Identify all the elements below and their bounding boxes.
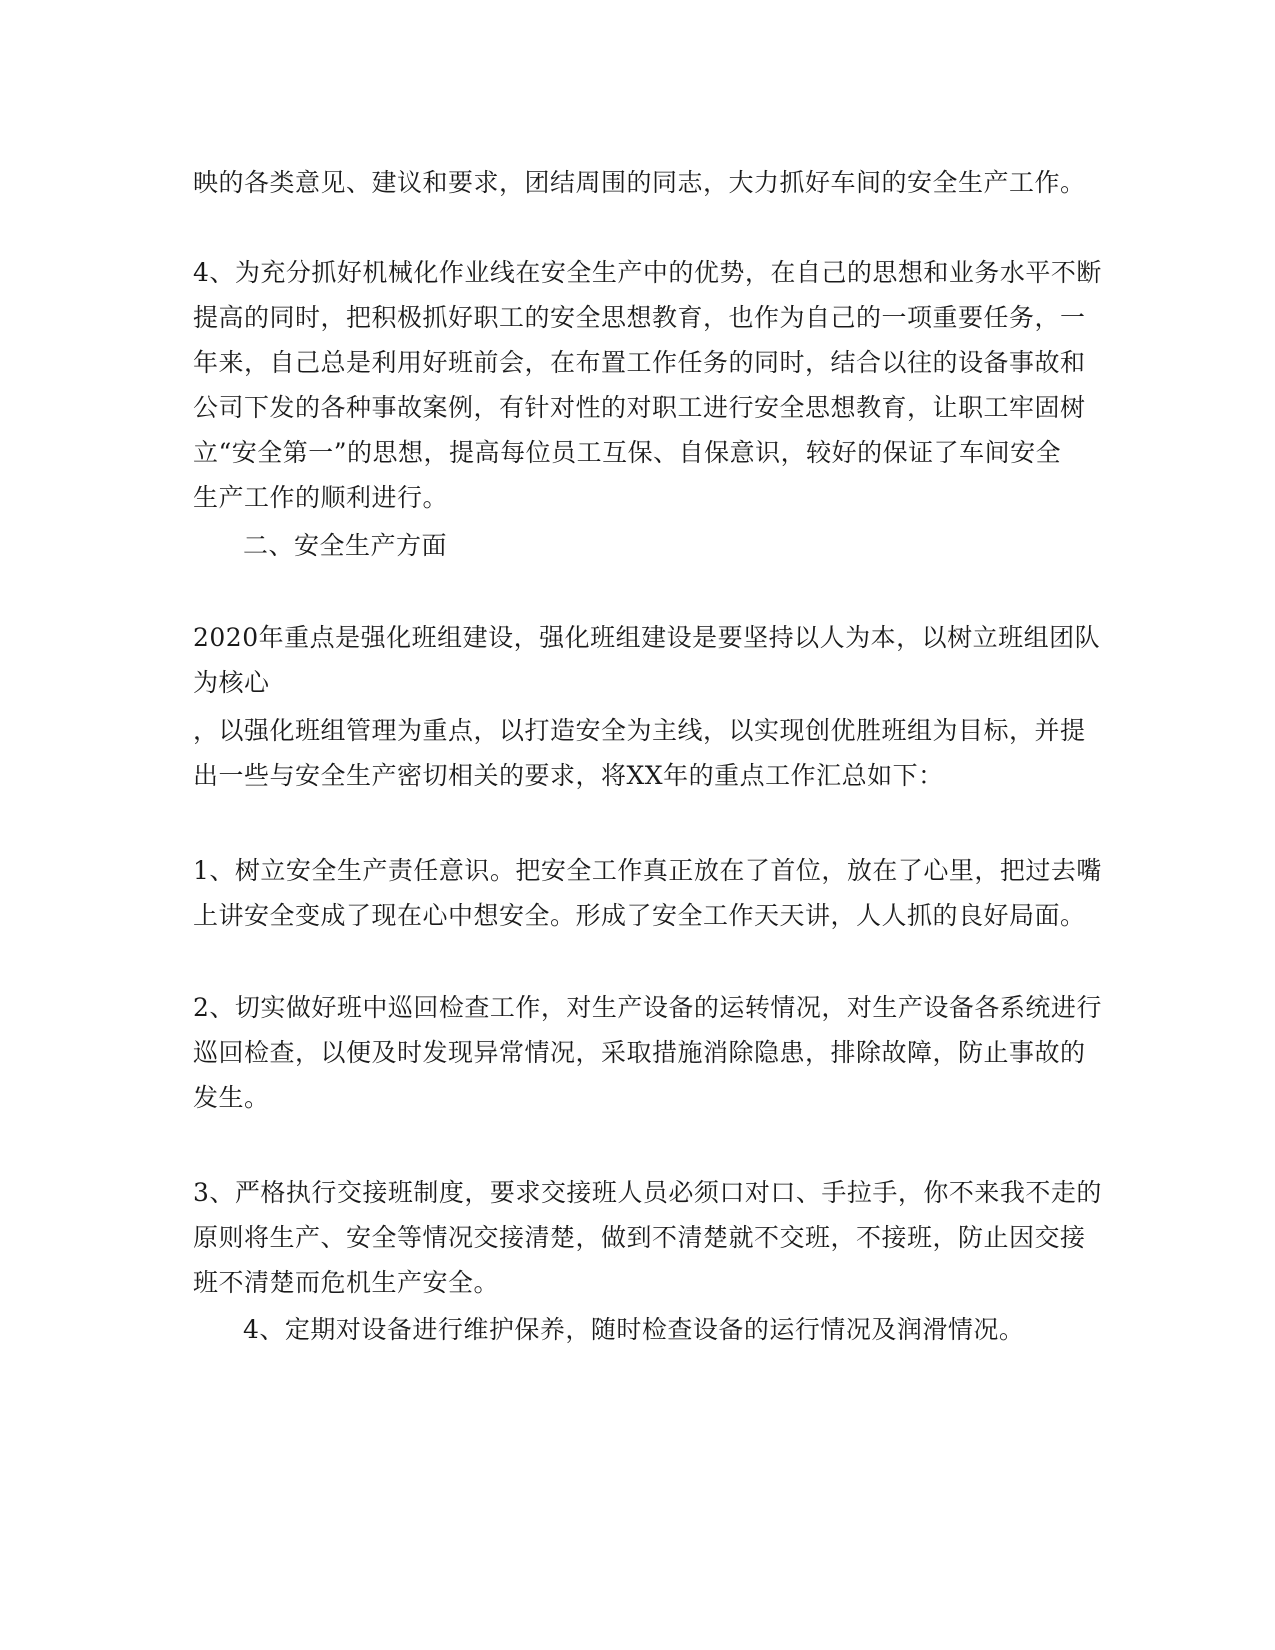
paragraph-line: 4、为充分抓好机械化作业线在安全生产中的优势，在自己的思想和业务水平不断 — [193, 258, 1102, 287]
paragraph-line: 2、切实做好班中巡回检查工作，对生产设备的运转情况，对生产设备各系统进行 — [193, 993, 1102, 1022]
paragraph-line: 发生。 — [193, 1083, 270, 1112]
paragraph-line: 2020年重点是强化班组建设，强化班组建设是要坚持以人为本，以树立班组团队 — [193, 623, 1101, 652]
paragraph-line: 年来，自己总是利用好班前会，在布置工作任务的同时，结合以往的设备事故和 — [193, 348, 1086, 377]
paragraph-line: 提高的同时，把积极抓好职工的安全思想教育，也作为自己的一项重要任务，一 — [193, 303, 1086, 332]
paragraph-line: 生产工作的顺利进行。 — [193, 483, 449, 512]
paragraph-line: 巡回检查，以便及时发现异常情况，采取措施消除隐患，排除故障，防止事故的 — [193, 1038, 1086, 1067]
paragraph-line: 3、严格执行交接班制度，要求交接班人员必须口对口、手拉手，你不来我不走的 — [193, 1178, 1102, 1207]
paragraph-line: 立“安全第一”的思想，提高每位员工互保、自保意识，较好的保证了车间安全 — [193, 438, 1062, 467]
paragraph-line: ，以强化班组管理为重点，以打造安全为主线，以实现创优胜班组为目标，并提 — [193, 716, 1086, 745]
paragraph-line: 上讲安全变成了现在心中想安全。形成了安全工作天天讲，人人抓的良好局面。 — [193, 901, 1086, 930]
paragraph-line: 1、树立安全生产责任意识。把安全工作真正放在了首位，放在了心里，把过去嘴 — [193, 856, 1102, 885]
paragraph-line: 原则将生产、安全等情况交接清楚，做到不清楚就不交班，不接班，防止因交接 — [193, 1223, 1086, 1252]
paragraph-line: 出一些与安全生产密切相关的要求，将XX年的重点工作汇总如下： — [193, 761, 944, 790]
section-heading: 二、安全生产方面 — [243, 531, 448, 560]
paragraph-line: 班不清楚而危机生产安全。 — [193, 1268, 500, 1297]
paragraph-line: 为核心 — [193, 668, 270, 697]
paragraph-line: 公司下发的各种事故案例，有针对性的对职工进行安全思想教育，让职工牢固树 — [193, 393, 1086, 422]
paragraph-line: 映的各类意见、建议和要求，团结周围的同志，大力抓好车间的安全生产工作。 — [193, 168, 1086, 197]
list-item: 4、定期对设备进行维护保养，随时检查设备的运行情况及润滑情况。 — [243, 1315, 1025, 1344]
